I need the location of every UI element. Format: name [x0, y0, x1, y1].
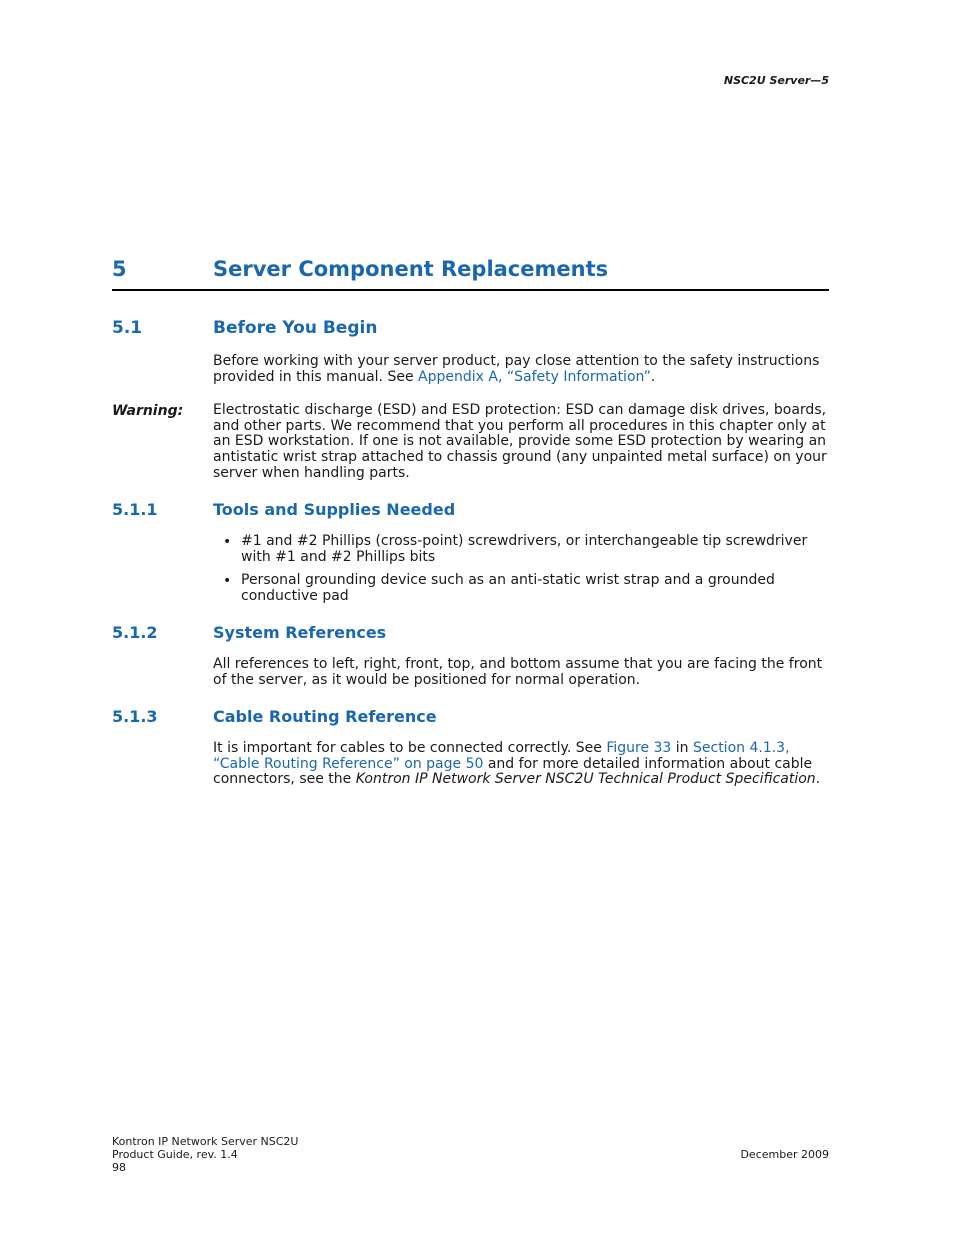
paragraph-text: .: [650, 368, 656, 385]
footer-left: [112, 1135, 298, 1174]
chapter-rule: [112, 289, 829, 291]
section-title: Tools and Supplies Needed: [213, 500, 456, 519]
section-title: Before You Begin: [213, 318, 378, 338]
warning-text: Electrostatic discharge (ESD) and ESD protection: ESD can damage disk drives, boards, and other parts. We recommend that you perform all procedures in this chapter only at an ESD workstation. If one is not available, provide some ESD protection by wearing an antistatic wrist strap attached to chassis ground (any unpainted metal surface) on your server when handling parts.: [213, 402, 827, 481]
paragraph-text: Before working with your server product, pay close attention to the safety instructions provided in this manual. See: [213, 353, 820, 385]
chapter-number: 5: [112, 257, 127, 281]
paragraph-text: It is important for cables to be connected correctly. See: [213, 740, 607, 756]
cable-routing-paragraph: [213, 741, 833, 788]
section-number: 5.1.1: [112, 500, 158, 519]
footer-product-name: Kontron IP Network Server NSC2U: [112, 1135, 299, 1148]
section-title: Cable Routing Reference: [213, 707, 437, 726]
section-title: System References: [213, 623, 387, 642]
paragraph-text: in: [671, 740, 693, 756]
list-item: #1 and #2 Phillips (cross-point) screwdrivers, or interchangeable tip screwdriver with #1 and #2 Phillips bits: [241, 533, 808, 565]
system-references-paragraph: All references to left, right, front, top, and bottom assume that you are facing the front of the server, as it would be positioned for normal operation.: [213, 656, 823, 688]
bullet-marker: •: [223, 573, 232, 589]
section-number: 5.1: [112, 318, 143, 338]
section-4-1-3-link[interactable]: Section 4.1.3, “Cable Routing Reference” on page 50: [213, 740, 790, 772]
warning-label: Warning:: [112, 403, 184, 419]
section-number: 5.1.3: [112, 707, 158, 726]
paragraph-text: .: [815, 771, 821, 788]
chapter-title: Server Component Replacements: [213, 257, 609, 281]
appendix-a-link[interactable]: Appendix A, “Safety Information”: [418, 368, 651, 385]
running-head: NSC2U Server—5: [723, 74, 829, 87]
page-number: 98: [112, 1161, 126, 1174]
section-number: 5.1.2: [112, 623, 158, 642]
footer-date: December 2009: [740, 1148, 829, 1161]
list-item: Personal grounding device such as an anti-static wrist strap and a grounded conductive pad: [241, 572, 775, 604]
product-spec-title: Kontron IP Network Server NSC2U Technical Product Specification: [355, 771, 816, 788]
before-you-begin-paragraph: [213, 354, 833, 385]
bullet-marker: •: [223, 534, 232, 550]
footer-guide-revision: Product Guide, rev. 1.4: [112, 1148, 238, 1161]
paragraph-text: and for more detailed information about cable connectors, see the: [213, 755, 813, 788]
figure-33-link[interactable]: Figure 33: [606, 740, 672, 756]
